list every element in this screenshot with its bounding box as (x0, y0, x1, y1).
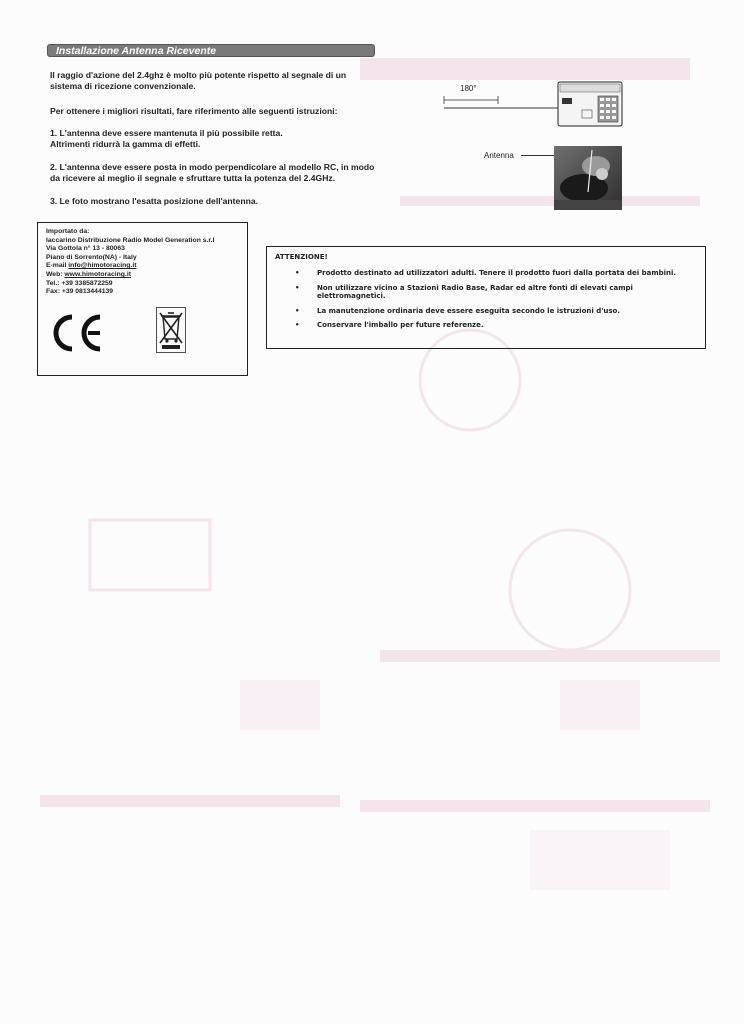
importer-web-row: Web: www.himotoracing.it (46, 270, 131, 278)
instructions-lead: Per ottenere i migliori risultati, fare riferimento alle seguenti istruzioni: (50, 106, 338, 116)
warning-item: • Non utilizzare vicino a Stazioni Radio Base, Radar ed altre fonti di elevati campi elettromagnetici. (275, 284, 697, 301)
section-title: Installazione Antenna Ricevente (56, 45, 217, 57)
crossed-bin-icon (156, 307, 186, 353)
email-link[interactable]: info@himotoracing.it (68, 262, 137, 270)
importer-heading: Importato da: (46, 228, 90, 235)
warning-box (266, 246, 706, 349)
antenna-position-photo (554, 146, 622, 210)
warning-list (275, 269, 697, 330)
section-title-bar (47, 44, 375, 57)
antenna-label: Antenna (484, 151, 514, 160)
importer-fax: Fax: +39 0813444139 (46, 288, 114, 296)
warning-item: • Prodotto destinato ad utilizzatori adulti. Tenere il prodotto fuori dalla portata dei bambini. (275, 269, 697, 278)
ce-mark-icon (50, 313, 106, 353)
importer-tel: Tel.: +39 3385872259 (46, 279, 113, 287)
importer-address-street: Via Gottola n° 13 - 80063 (46, 245, 125, 253)
warning-item: • La manutenzione ordinaria deve essere eseguita secondo le istruzioni d'uso. (275, 307, 697, 316)
angle-label: 180° (460, 84, 477, 93)
importer-info-box (37, 222, 248, 376)
step-1: 1. L'antenna deve essere mantenuta il più possibile retta. Altrimenti ridurrà la gamma di effetti. (50, 128, 283, 150)
receiver-diagram (440, 78, 630, 134)
antenna-pointer-line (521, 155, 554, 156)
step-2: 2. L'antenna deve essere posta in modo perpendicolare al modello RC, in modo da ricevere al meglio il segnale e sfruttare tutta la potenza del 2.4GHz. (50, 162, 375, 184)
intro-paragraph: Il raggio d'azione del 2.4ghz è molto più potente rispetto al segnale di un sistema di ricezione convenzionale. (50, 70, 347, 92)
website-link[interactable]: www.himotoracing.it (64, 270, 131, 278)
importer-company: Iaccarino Distribuzione Radio Model Generation s.r.l (46, 236, 215, 244)
step-3: 3. Le foto mostrano l'esatta posizione dell'antenna. (50, 196, 258, 206)
importer-email-row: E-mail info@himotoracing.it (46, 262, 137, 270)
warning-title: ATTENZIONE! (275, 253, 328, 261)
importer-address-city: Piano di Sorrento(NA) - Italy (46, 253, 137, 261)
warning-item: • Conservare l'imballo per future referenze. (275, 321, 697, 330)
